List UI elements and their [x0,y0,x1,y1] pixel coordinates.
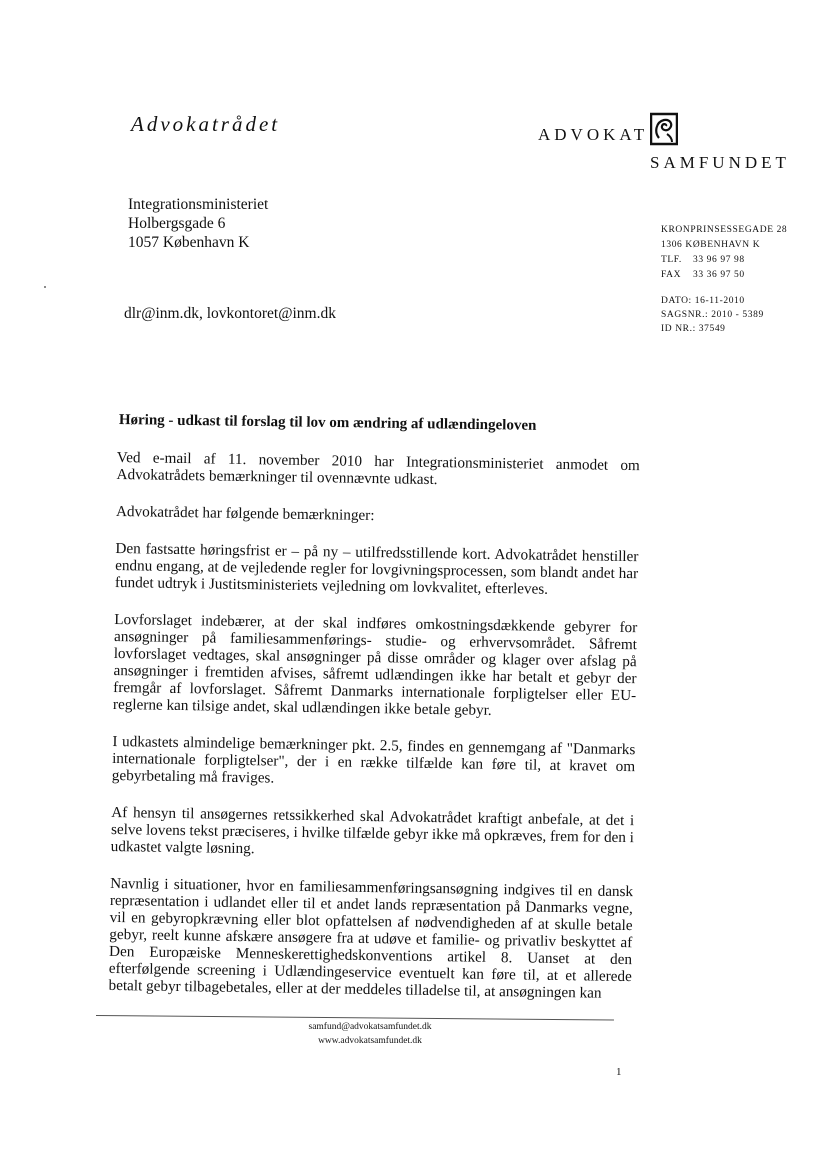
fax-label: FAX [661,270,682,280]
sender-phone [661,253,787,268]
id-number: ID NR.: 37549 [661,324,726,334]
letter-subject: Høring - udkast til forslag til lov om ændring af udlændingeloven [118,412,537,434]
body-paragraph: Af hensyn til ansøgernes retssikkerhed skal Advokatrådet kraftigt anbefale, at det i selve lovens tekst præciseres, i hvilke tilfælde gebyr ikke må opkræves, frem for den i udkastet valgte løsning. [110,803,635,858]
case-number: SAGSNR.: 2010 - 5389 [661,310,764,320]
letter-body [108,449,640,1022]
stylized-emblem-icon [650,112,678,146]
phone-label: TLF. [661,255,682,265]
logo-bottom-text: SAMFUNDET [650,153,790,172]
footer-contact [240,1020,500,1048]
sender-fax [661,268,787,283]
scan-speck [44,286,46,288]
council-name: Advokatrådet [131,112,281,136]
sender-city: 1306 KØBENHAVN K [661,240,761,250]
body-paragraph: I udkastets almindelige bemærkninger pkt. 2.5, findes en gennemgang af "Danmarks internationale forpligtelser", der i en række tilfælde kan føre til, at kravet om gebyrbetaling må fraviges. [111,732,636,787]
body-paragraph: Den fastsatte høringsfrist er – på ny – utilfredsstillende kort. Advokatrådet henstiller endnu engang, at de vejledende regler for lovgivningsprocessen, som blandt andet har fundet udtryk i Justitsministeriets vejledning om lovkvalitet, efterleves. [114,539,639,598]
recipient-address [128,195,268,252]
letter-meta [661,294,764,336]
body-paragraph: Lovforslaget indebærer, at der skal indføres omkostningsdækkende gebyrer for ansøgninger på familiesammenførings- studie- og erhvervsområdet. Såfremt lovforslaget vedtages, skal ansøgninger på disse områder og klager over afslag på ansøgninger i fremtiden afvises, såfremt udlændingen ikke har betalt et gebyr der fremgår af lovforslaget. Såfremt Danmarks internationale forpligtelser eller EU-reglerne kan tilsige andet, skal udlændingen ikke betale gebyr. [112,610,638,719]
sender-street: KRONPRINSESSEGADE 28 [661,225,788,235]
advokatsamfundet-logo [538,112,798,182]
body-paragraph: Advokatrådet har følgende bemærkninger: [115,502,375,525]
letter-date: DATO: 16-11-2010 [661,296,745,306]
recipient-line: Holbergsgade 6 [128,215,226,232]
sender-address [661,223,787,283]
recipient-line: Integrationsministeriet [128,196,269,213]
footer-web: www.advokatsamfundet.dk [318,1036,422,1046]
recipient-emails: dlr@inm.dk, lovkontoret@inm.dk [124,305,336,322]
fax-value: 33 36 97 50 [693,270,745,280]
recipient-line: 1057 København K [128,234,250,251]
body-paragraph: Navnlig i situationer, hvor en familiesammenføringsansøgning indgives til en dansk repræsentation i udlandet eller til et andet lands repræsentation på Danmarks vegne, vil en gebyropkrævning eller blot opfattelsen af nødvendigheden af at skulle betale gebyr, reelt kunne afskære ansøgere fra at udøve et familie- og privatliv beskyttet af Den Europæiske Menneskerettighedskonventions artikel 8. Uanset at den efterfølgende screening i Udlændingeservice eventuelt kan føre til, at et allerede betalt gebyr tilbagebetales, eller at der meddeles tilladelse til, at ansøgningen kan [108,874,634,1002]
footer-email: samfund@advokatsamfundet.dk [308,1022,432,1032]
phone-value: 33 96 97 98 [693,255,745,265]
logo-top-text: ADVOKAT [538,125,649,144]
page-number: 1 [616,1066,622,1078]
body-paragraph: Ved e-mail af 11. november 2010 har Integrationsministeriet anmodet om Advokatrådets bemærkninger til ovennævnte udkast. [116,449,640,489]
